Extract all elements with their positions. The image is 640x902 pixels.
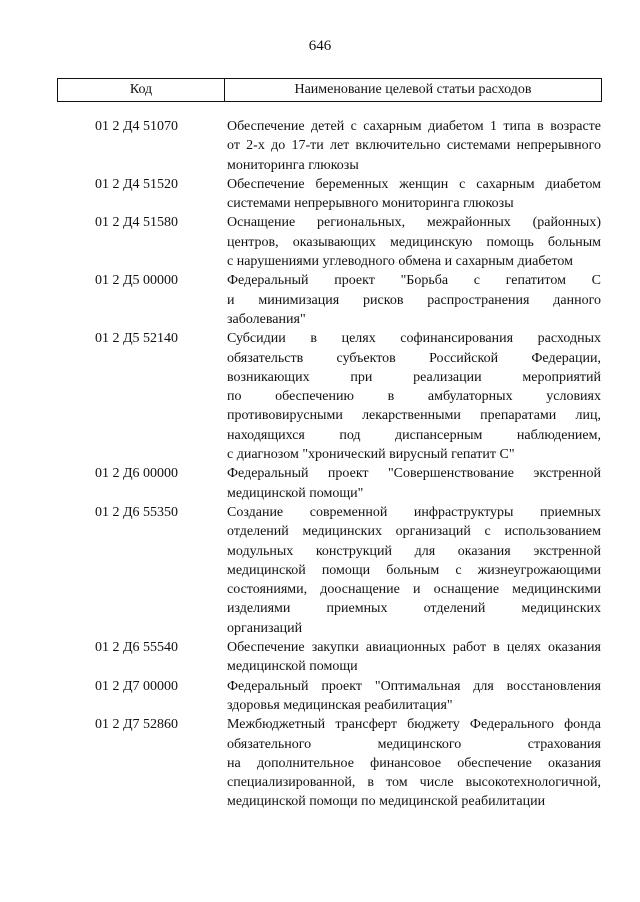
description-line: Обеспечение беременных женщин с сахарным диабетом — [227, 176, 601, 192]
description-line: здоровья медицинская реабилитация" — [227, 697, 453, 713]
description-line: Федеральный проект "Оптимальная для восстановления — [227, 678, 601, 694]
description-line: от 2-х до 17-ти лет включительно системами непрерывного — [227, 138, 601, 154]
description-line: обязательств субъектов Российской Федерации, — [227, 350, 601, 366]
table-body — [0, 117, 640, 812]
row-code: 01 2 Д4 51520 — [95, 176, 179, 192]
description-line: с диагнозом "хронический вирусный гепатит С" — [227, 447, 515, 463]
header-code: Код — [58, 79, 225, 101]
table-row — [0, 677, 640, 716]
description-line: медицинской помощи больным с жизнеугрожающими — [227, 562, 601, 578]
description-line: заболевания" — [227, 311, 306, 327]
description-line: находящихся под диспансерным наблюдением, — [227, 427, 601, 443]
description-line: обязательного медицинского страхования — [227, 736, 601, 752]
description-line: Субсидии в целях софинансирования расходных — [227, 331, 601, 347]
row-code: 01 2 Д7 52860 — [95, 717, 179, 733]
header-name: Наименование целевой статьи расходов — [294, 82, 532, 97]
row-code: 01 2 Д6 55350 — [95, 504, 179, 520]
page-number: 646 — [308, 38, 332, 54]
description-line: возникающих при реализации мероприятий — [227, 369, 601, 385]
description-line: Межбюджетный трансферт бюджету Федерального фонда — [227, 717, 601, 733]
table-row — [0, 638, 640, 677]
description-line: Обеспечение закупки авиационных работ в целях оказания — [227, 640, 601, 656]
table-row — [0, 271, 640, 329]
description-line: организаций — [227, 620, 303, 636]
table-row — [0, 464, 640, 503]
table-row — [0, 175, 640, 214]
description-line: противовирусными лекарственными препаратами лиц, — [227, 408, 601, 424]
row-description — [227, 503, 601, 638]
description-line: по обеспечению в амбулаторных условиях — [227, 389, 601, 405]
description-line: состояниями, дооснащение и оснащение медицинскими — [227, 582, 601, 598]
row-code: 01 2 Д6 00000 — [95, 466, 179, 482]
row-code: 01 2 Д5 52140 — [95, 331, 179, 347]
description-line: Оснащение региональных, межрайонных (районных) — [227, 215, 601, 231]
description-line: Создание современной инфраструктуры приемных — [227, 504, 601, 520]
description-line: медицинской помощи — [227, 659, 358, 675]
description-line: медицинской помощи" — [227, 485, 364, 501]
row-description — [227, 329, 601, 464]
description-line: отделений медицинских организаций с использованием — [227, 524, 601, 540]
table-row — [0, 329, 640, 464]
description-line: Федеральный проект "Борьба с гепатитом С — [227, 273, 601, 289]
row-code: 01 2 Д5 00000 — [95, 273, 179, 289]
description-line: Обеспечение детей с сахарным диабетом 1 типа в возрасте — [227, 119, 601, 134]
row-description — [227, 175, 601, 214]
table-header — [57, 78, 602, 102]
description-line: модульных конструкций для оказания экстренной — [227, 543, 601, 559]
description-line: с нарушениями углеводного обмена и сахарным диабетом — [227, 254, 574, 270]
row-code: 01 2 Д4 51070 — [95, 119, 179, 134]
description-line: Федеральный проект "Совершенствование экстренной — [227, 466, 601, 482]
description-line: и минимизация рисков распространения данного — [227, 292, 601, 308]
row-code: 01 2 Д7 00000 — [95, 678, 179, 694]
table-row — [0, 117, 640, 175]
row-description — [227, 677, 601, 716]
row-description — [227, 271, 601, 329]
row-description — [227, 117, 601, 175]
row-description — [227, 213, 601, 271]
description-line: системами непрерывного мониторинга глюкозы — [227, 196, 514, 212]
row-code: 01 2 Д4 51580 — [95, 215, 179, 231]
row-description — [227, 715, 601, 811]
row-code: 01 2 Д6 55540 — [95, 640, 179, 656]
description-line: на дополнительное финансовое обеспечение оказания — [227, 755, 601, 771]
description-line: центров, оказывающих медицинскую помощь больным — [227, 234, 601, 250]
row-description — [227, 638, 601, 677]
description-line: специализированной, в том числе высокотехнологичной, — [227, 775, 601, 791]
row-description — [227, 464, 601, 503]
description-line: мониторинга глюкозы — [227, 157, 359, 173]
table-row — [0, 503, 640, 638]
description-line: изделиями приемных отделений медицинских — [227, 601, 601, 617]
table-row — [0, 213, 640, 271]
description-line: медицинской помощи по медицинской реабилитации — [227, 794, 546, 810]
table-row — [0, 715, 640, 811]
